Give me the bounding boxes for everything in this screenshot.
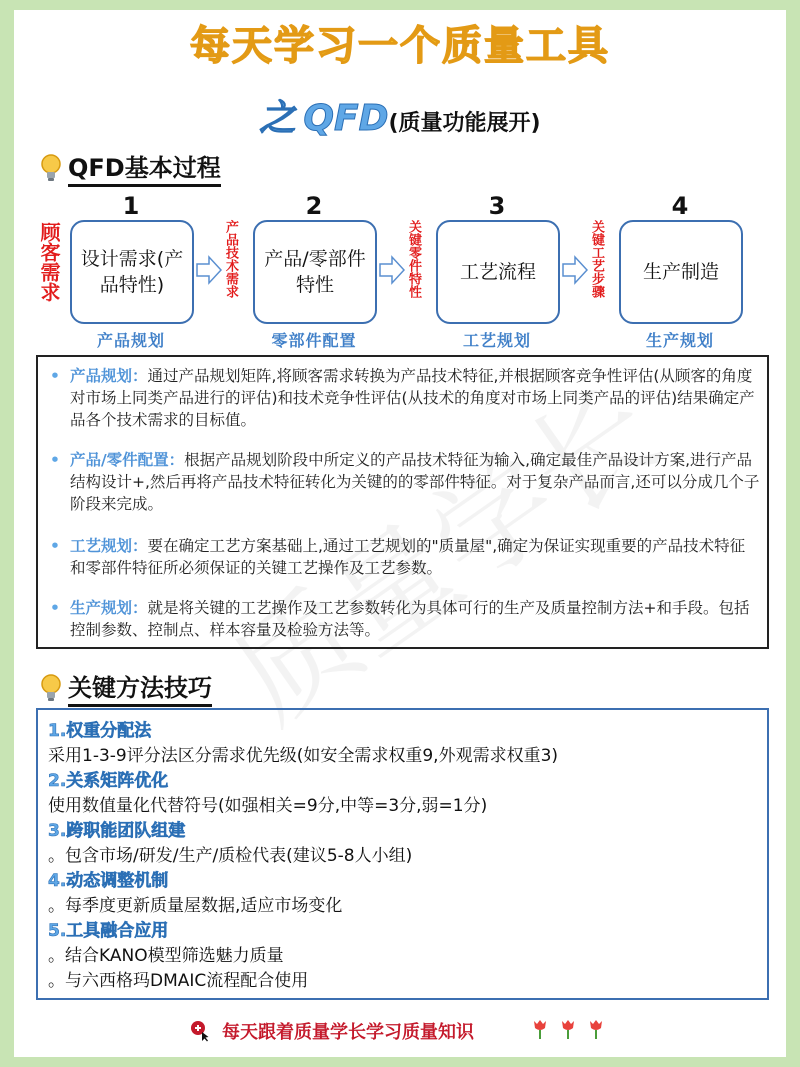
description-item [50,365,760,431]
arrow-right-icon [562,255,588,285]
description-text: 要在确定工艺方案基础上,通过工艺规划的"质量屋",确定为保证实现重要的产品技术特征和零部件特征所必须保证的关键工艺操作及工艺参数。 [70,537,746,577]
stage-label: 零部件配置 [271,331,357,350]
stage-descriptions [36,355,769,649]
footer-text: 每天跟着质量学长学习质量知识 [222,1022,474,1043]
method-heading: 1.权重分配法 [48,721,152,741]
description-label: 产品/零件配置： [70,451,185,469]
sub-title-main: QFD [303,98,389,139]
description-item [50,535,760,579]
main-title: 每天学习一个质量工具 [190,23,610,69]
bullet-icon: • [50,367,60,385]
lightbulb-icon [40,674,62,702]
sub-title-prefix: 之 [259,98,296,139]
method-text: 。包含市场/研发/生产/质检代表(建议5-8人小组) [48,846,413,866]
method-text: 使用数值量化代替符号(如强相关=9分,中等=3分,弱=1分) [48,796,488,816]
stage-label: 生产规划 [645,331,714,350]
step-number: 3 [488,192,506,220]
step-number: 2 [305,192,323,220]
tulip-icon [532,1018,548,1040]
method-text: 。与六西格玛DMAIC流程配合使用 [48,971,309,991]
description-text: 根据产品规划阶段中所定义的产品技术特征为输入,确定最佳产品设计方案,进行产品结构设计+,然后再将产品技术特征转化为关键的的零部件特征。对于复杂产品而言,还可以分成几个子阶段来完成。 [70,451,760,513]
sub-title [0,90,800,141]
lightbulb-icon [40,154,62,182]
step-number: 4 [671,192,689,220]
bullet-icon: • [50,451,60,469]
description-label: 生产规划： [70,599,148,617]
customer-demand-label: 顾客需求 [37,222,61,302]
methods-section-heading [40,668,212,707]
method-text: 。结合KANO模型筛选魅力质量 [48,946,284,966]
step-box-parts: 产品/零部件特性 [253,220,377,324]
method-heading: 2.关系矩阵优化 [48,771,169,791]
method-text: 采用1-3-9评分法区分需求优先级(如安全需求权重9,外观需求权重3) [48,746,559,766]
stage-label: 工艺规划 [462,331,531,350]
arrow-right-icon [196,255,222,285]
step-number: 1 [122,192,140,220]
tulip-icon [560,1018,576,1040]
step-box-process: 工艺流程 [436,220,560,324]
description-text: 通过产品规划矩阵,将顾客需求转换为产品技术特征,并根据顾客竞争性评估(从顾客的角度对市场上同类产品进行的评估)和技术竞争性评估(从技术的角度对市场上同类产品的评估)结果确定产品各个技术需求的目标值。 [70,367,755,429]
description-item [50,597,760,641]
bullet-icon: • [50,599,60,617]
methods-box [36,708,769,1000]
between-label: 关键工艺步骤 [589,220,604,298]
step-box-design: 设计需求(产品特性) [70,220,194,324]
stage-label: 产品规划 [96,331,165,350]
methods-section-title: 关键方法技巧 [68,668,212,707]
step-box-production: 生产制造 [619,220,743,324]
process-section-title: QFD基本过程 [68,148,221,187]
search-pointer-icon [190,1020,210,1042]
sub-title-paren: (质量功能展开) [388,111,541,136]
between-label: 关键零件特性 [406,220,421,298]
method-text: 。每季度更新质量屋数据,适应市场变化 [48,896,343,916]
method-heading: 4.动态调整机制 [48,871,169,891]
description-label: 产品规划： [70,367,148,385]
between-label: 产品技术需求 [223,220,238,298]
process-section-heading [40,148,221,187]
arrow-right-icon [379,255,405,285]
method-heading: 3.跨职能团队组建 [48,821,186,841]
bullet-icon: • [50,537,60,555]
description-text: 就是将关键的工艺操作及工艺参数转化为具体可行的生产及质量控制方法+和手段。包括控制参数、控制点、样本容量及检验方法等。 [70,599,750,639]
description-item [50,449,760,515]
method-heading: 5.工具融合应用 [48,921,169,941]
tulip-icon [588,1018,604,1040]
footer [190,1018,474,1044]
description-label: 工艺规划： [70,537,148,555]
